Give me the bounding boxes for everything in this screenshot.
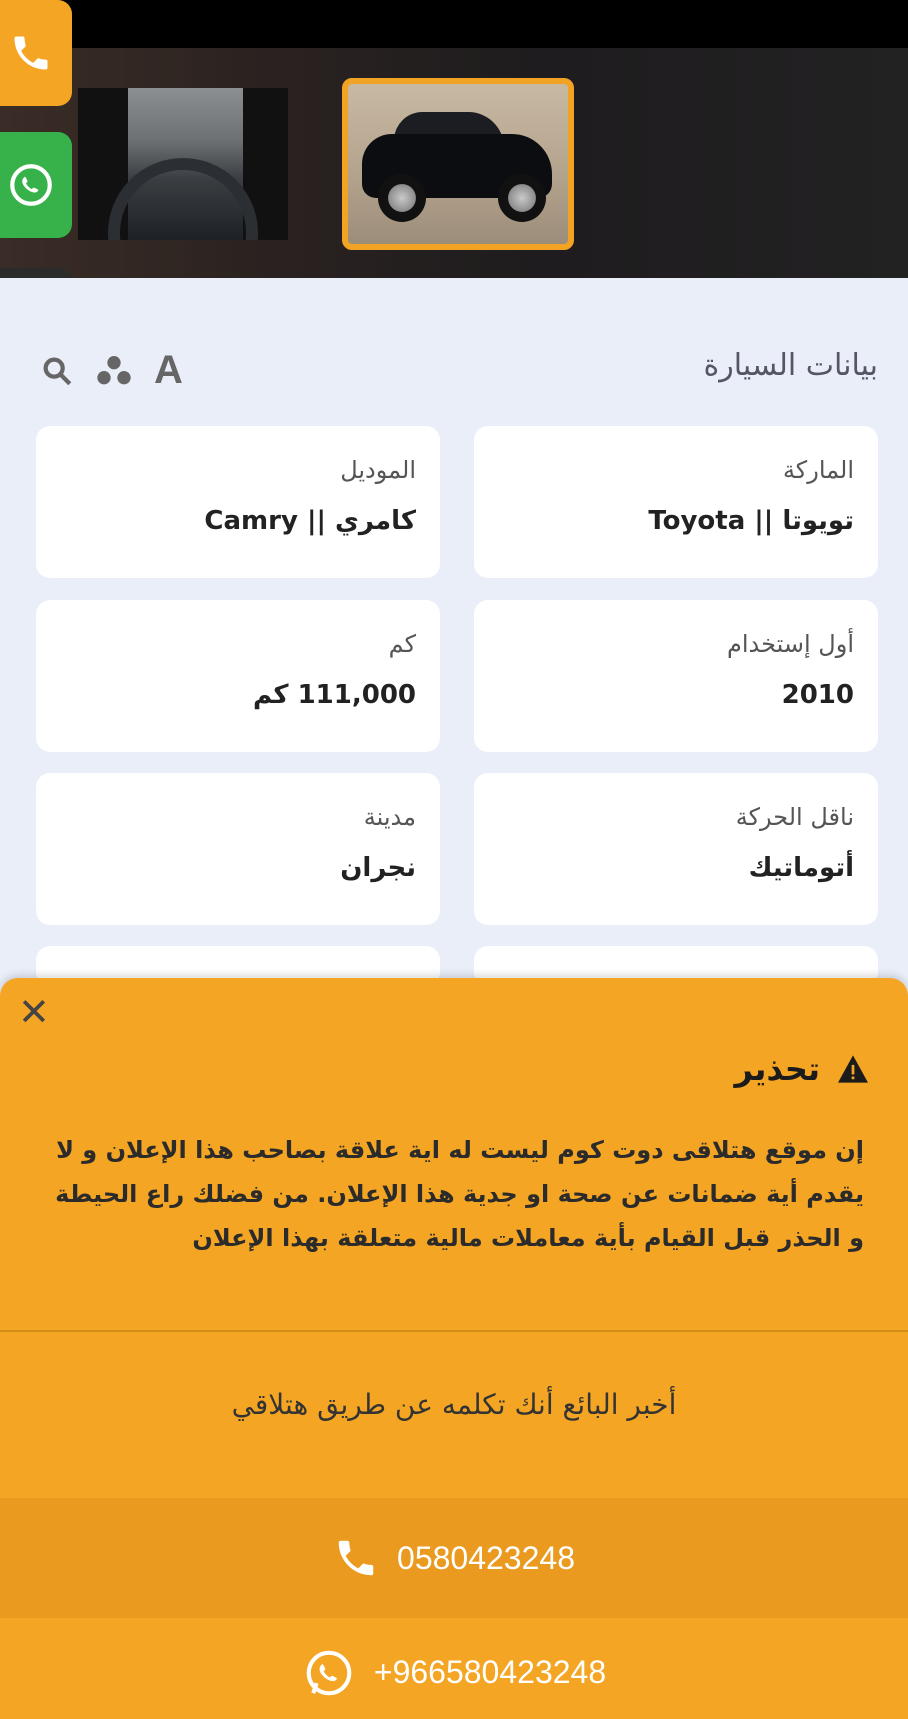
spec-card-transmission xyxy=(474,773,878,925)
warning-message: إن موقع هتلاقى دوت كوم ليست له اية علاقة بصاحب هذا الإعلان و لا يقدم أية ضمانات عن صحة او جدية هذا الإعلان. من فضلك راع الحيطة و الحذر قبل القيام بأية معاملات مالية متعلقة بهذا الإعلان xyxy=(55,1136,864,1252)
spec-value: 2010 xyxy=(781,680,854,710)
call-seller-button[interactable] xyxy=(0,1498,908,1618)
search-icon[interactable] xyxy=(40,354,74,388)
status-bar xyxy=(0,0,908,48)
spec-card-model xyxy=(36,426,440,578)
divider xyxy=(0,1330,908,1332)
phone-icon xyxy=(333,1535,379,1581)
section-title: بيانات السيارة xyxy=(703,348,878,383)
warning-title xyxy=(735,1050,870,1088)
spec-value: تويوتا || Toyota xyxy=(648,506,854,536)
floating-whatsapp-button[interactable] xyxy=(0,132,72,238)
text-tools xyxy=(40,348,183,393)
spec-card-city xyxy=(36,773,440,925)
warning-title-text: تحذير xyxy=(734,1050,820,1088)
warning-dialog xyxy=(0,978,908,1719)
tell-seller-text: أخبر البائع أنك تكلمه عن طريق هتلاقي xyxy=(231,1388,677,1421)
whatsapp-number: +966580423248 xyxy=(373,1654,607,1690)
whatsapp-seller-button[interactable] xyxy=(0,1626,908,1719)
image-gallery xyxy=(0,48,908,278)
gallery-thumbnail-interior[interactable] xyxy=(78,88,288,240)
phone-number: 0580423248 xyxy=(397,1539,575,1576)
spec-card-brand xyxy=(474,426,878,578)
spec-label: أول إستخدام xyxy=(727,630,854,658)
spec-label: مدينة xyxy=(363,803,416,831)
whatsapp-icon xyxy=(302,1646,356,1700)
warning-icon xyxy=(836,1054,870,1084)
font-size-button[interactable]: A xyxy=(154,348,183,392)
car-wheel-front xyxy=(378,174,426,222)
close-icon[interactable]: ✕ xyxy=(18,990,50,1034)
spec-label: الماركة xyxy=(782,456,854,484)
spec-card-mileage xyxy=(36,600,440,752)
whatsapp-icon xyxy=(6,160,56,210)
gallery-thumbnail-selected[interactable] xyxy=(342,78,574,250)
spec-value: كامري || Camry xyxy=(204,506,416,536)
spec-label: كم xyxy=(388,630,416,658)
car-wheel-rear xyxy=(498,174,546,222)
spec-label: ناقل الحركة xyxy=(735,803,854,831)
translate-icon[interactable] xyxy=(94,351,134,391)
phone-icon xyxy=(9,31,53,75)
spec-value: 111,000 كم xyxy=(253,680,416,710)
spec-value: نجران xyxy=(340,853,416,883)
spec-card-first-use xyxy=(474,600,878,752)
spec-label: الموديل xyxy=(340,456,416,484)
floating-call-button[interactable] xyxy=(0,0,72,106)
car-details-section xyxy=(0,278,908,978)
spec-value: أتوماتيك xyxy=(748,853,854,883)
